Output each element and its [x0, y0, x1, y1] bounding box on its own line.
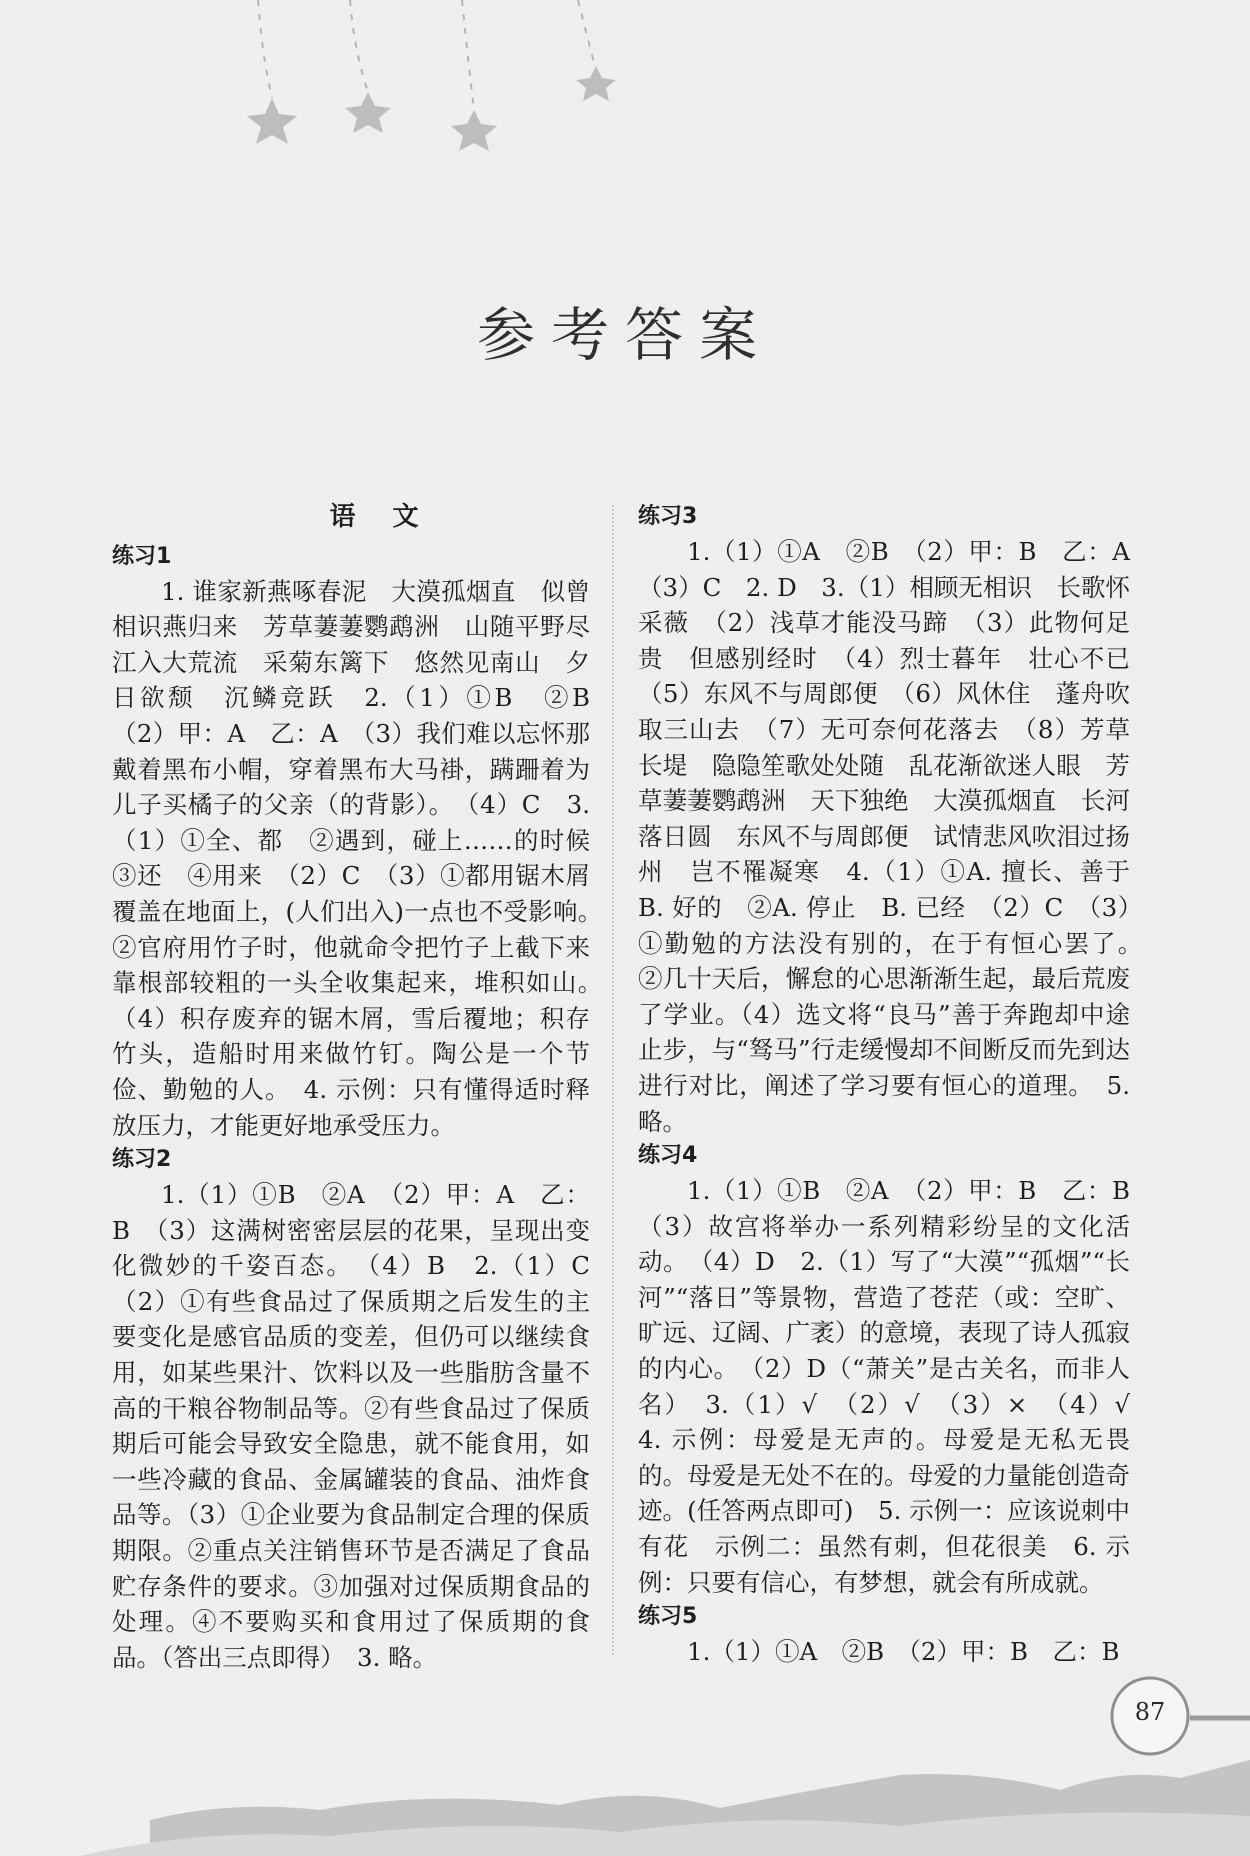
- star-string-4: [578, 0, 596, 70]
- star-string-1: [258, 0, 272, 98]
- exercise-3-answers: 1.（1）①A ②B （2）甲：B 乙：A （3）C 2. D 3.（1）相顾无相识 长歌怀采薇 （2）浅草才能没马蹄 （3）此物何足贵 但感别经时 （4）烈士暮年 壮心不已 （5）东风不与周郎便 （6）风休住 蓬舟吹取三山去 （7）无可奈何花落去 （8）芳草长堤 隐隐笙歌处处随 乱花渐欲迷人眼 芳草萋萋鹦鹉洲 天下独绝 大漠孤烟直 长河落日圆 东风不与周郎便 试情悲风吹泪过扬州 岂不罹凝寒 4.（1）①A. 擅长、善于 B. 好的 ②A. 停止 B. 已经 （2）C （3）①勤勉的方法没有别的，在于有恒心罢了。 ②几十天后，懈怠的心思渐渐生起，最后荒废了学业。（4）选文将“良马”善于奔跑却中途止步，与“驽马”行走缓慢却不间断反而先到达进行对比，阐述了学习要有恒心的道理。 5. 略。: [638, 537, 1155, 1136]
- exercise-3-heading: 练习3: [638, 504, 698, 529]
- exercise-1-answers: 1. 谁家新燕啄春泥 大漠孤烟直 似曾相识燕归来 芳草萋萋鹦鹉洲 山随平野尽 江入大荒流 采菊东篱下 悠然见南山 夕日欲颓 沉鳞竞跃 2.（1）①B ②B （2）甲：A 乙：A （3）我们难以忘怀那戴着黑布小帽，穿着黑布大马褂，蹒跚着为儿子买橘子的父亲（的背影）。 （4）C 3.（1）①全、都 ②遇到，碰上……的时候 ③还 ④用来 （2）C （3）①都用锯木屑覆盖在地面上，(人们出入)一点也不受影响。 ②官府用竹子时，他就命令把竹子上截下来靠根部较粗的一头全收集起来，堆积如山。 （4）积存废弃的锯木屑，雪后覆地；积存竹头，造船时用来做竹钉。陶公是一个节俭、勤勉的人。 4. 示例：只有懂得适时释放压力，才能更好地承受压力。: [112, 576, 615, 1140]
- exercise-4-answers: 1.（1）①B ②A （2）甲：B 乙：B （3）故宫将举办一系列精彩纷呈的文化活动。 （4）D 2.（1）写了“大漠”“孤烟”“长河”“落日”等景物，营造了苍茫（或：空旷、旷远、辽阔、广袤）的意境，表现了诗人孤寂的内心。 （2）D（“萧关”是古关名，而非人名） 3.（1）√ （2）√ （3）× （4）√ 4. 示例：母爱是无声的。母爱是无私无畏的。母爱是无处不在的。母爱的力量能创造奇迹。(任答两点即可) 5. 示例一：应该说刺中有花 示例二：虽然有刺，但花很美 6. 示例：只要有信心，有梦想，就会有所成就。: [638, 1176, 1155, 1597]
- exercise-5-heading: 练习5: [638, 1604, 698, 1630]
- page-number: 87: [1134, 1698, 1166, 1726]
- exercise-1-heading: 练习1: [112, 543, 172, 569]
- subject-heading: 语 文: [329, 502, 433, 532]
- star-string-3: [462, 0, 474, 110]
- exercise-5-answers: 1.（1）①A ②B （2）甲：B 乙：B: [687, 1637, 1120, 1667]
- star-icon: [576, 66, 616, 101]
- star-icon: [451, 110, 497, 151]
- star-icon: [247, 98, 297, 144]
- right-column: [638, 500, 1155, 1670]
- exercise-2-heading: 练习2: [112, 1147, 172, 1173]
- star-string-2: [350, 0, 368, 92]
- exercise-4-heading: 练习4: [638, 1143, 698, 1169]
- column-divider: [612, 505, 616, 1655]
- page-title: 参考答案: [476, 301, 773, 369]
- star-icon: [345, 92, 391, 133]
- left-column: [112, 500, 615, 1675]
- exercise-2-answers: 1.（1）①B ②A （2）甲：A 乙：B （3）这满树密密层层的花果，呈现出变化微妙的千姿百态。 （4）B 2.（1）C （2）①有些食品过了保质期之后发生的主要变化是感官品质的变差，但仍可以继续食用，如某些果汁、饮料以及一些脂肪含量不高的干粮谷物制品等。②有些食品过了保质期后可能会导致安全隐患，就不能食用，如一些冷藏的食品、金属罐装的食品、油炸食品等。（3）①企业要为食品制定合理的保质期限。②重点关注销售环节是否满足了食品贮存条件的要求。③加强对过保质期食品的处理。④不要购买和食用过了保质期的食品。（答出三点即得） 3. 略。: [112, 1180, 615, 1672]
